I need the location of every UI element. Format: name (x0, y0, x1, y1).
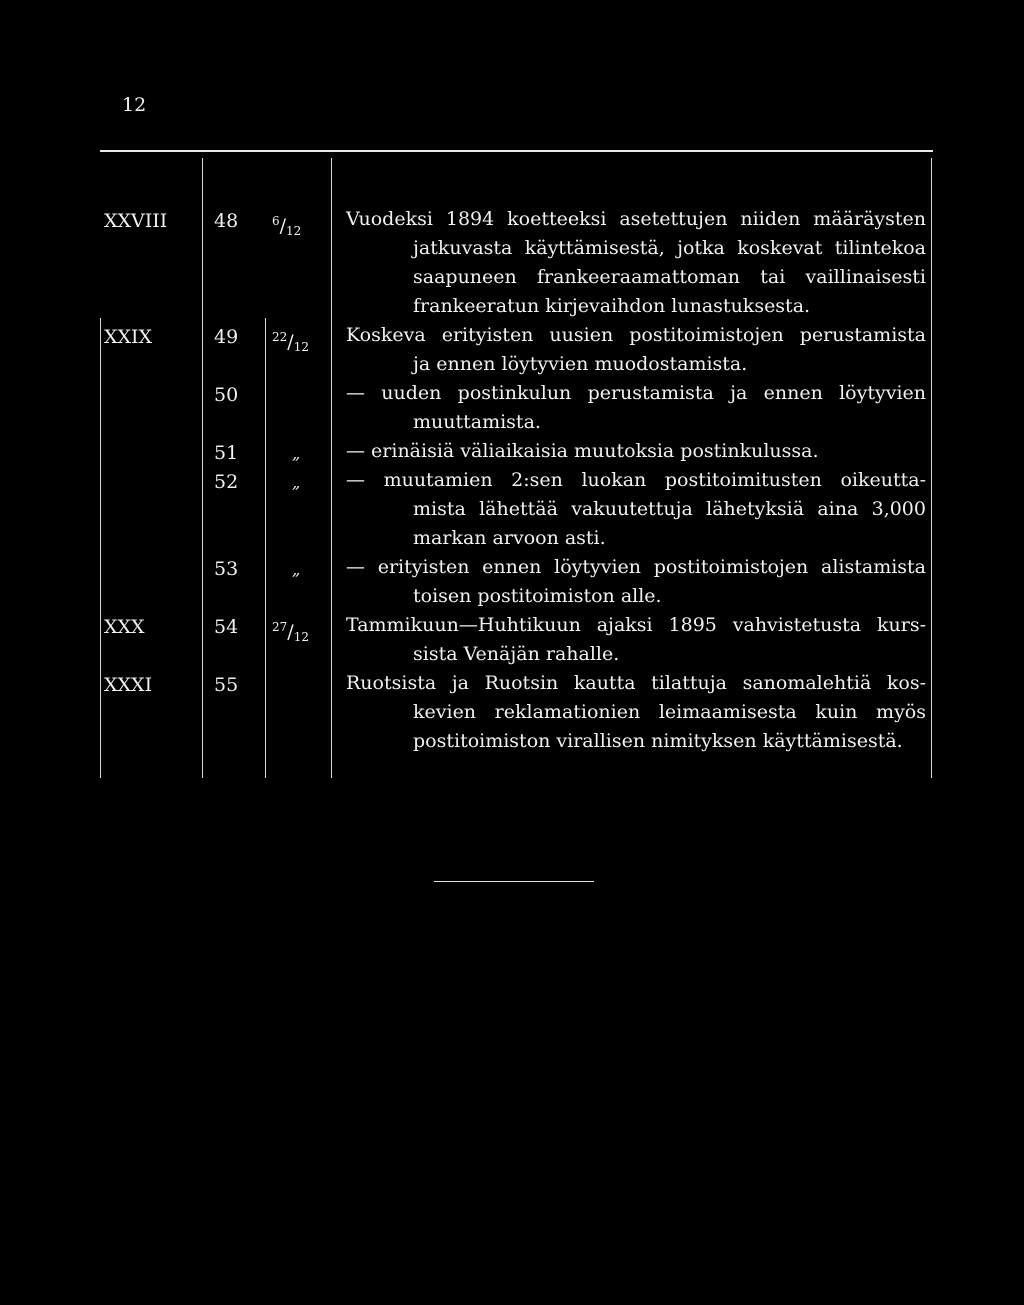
register-description (346, 466, 926, 553)
description-line: mista lähettää vakuutettuja lähetyksiä aina 3,000 (413, 498, 926, 520)
register-description (346, 611, 926, 669)
column-rule-right (931, 158, 932, 778)
description-line: postitoimiston virallisen nimityksen käyttämisestä. (413, 730, 903, 752)
description-line: toisen postitoimiston alle. (413, 585, 662, 607)
register-number: 50 (214, 384, 239, 406)
description-line: — uuden postinkulun perustamista ja ennen löytyvien (346, 382, 926, 404)
top-rule (100, 150, 933, 152)
column-rule-date (331, 158, 332, 778)
ditto-mark: „ (292, 473, 301, 492)
description-line: frankeeratun kirjevaihdon lunastuksesta. (413, 295, 811, 317)
description-line: — erityisten ennen löytyvien postitoimistojen alistamista (346, 556, 926, 578)
register-date (272, 557, 328, 582)
ditto-mark: „ (292, 560, 301, 579)
register-date (272, 615, 328, 649)
description-line: ja ennen löytyvien muodostamista. (413, 353, 748, 375)
description-line: Koskeva erityisten uusien postitoimistojen perustamista (346, 324, 926, 346)
register-date (272, 325, 328, 359)
ditto-mark: „ (292, 444, 301, 463)
date-day: 27 (272, 620, 288, 634)
date-day: 22 (272, 330, 288, 344)
description-line: Vuodeksi 1894 koetteeksi asetettujen niiden määräysten (346, 208, 926, 230)
register-number: 53 (214, 558, 239, 580)
register-date (272, 383, 328, 408)
description-line: markan arvoon asti. (413, 527, 606, 549)
register-number: 55 (214, 674, 239, 696)
register-date (272, 209, 328, 243)
register-number: 48 (214, 210, 239, 232)
register-number: 51 (214, 442, 239, 464)
date-month: 12 (286, 224, 302, 238)
register-description (346, 205, 926, 321)
bottom-rule (434, 881, 594, 882)
register-number: 54 (214, 616, 239, 638)
description-line: Ruotsista ja Ruotsin kautta tilattuja sanomalehtiä kos- (346, 672, 926, 694)
register-description (346, 669, 926, 756)
register-roman: XXIX (104, 326, 153, 348)
column-rule-left (100, 318, 101, 778)
description-line: — erinäisiä väliaikaisia muutoksia postinkulussa. (346, 440, 819, 462)
register-number: 49 (214, 326, 239, 348)
date-slash: / (287, 621, 294, 643)
description-line: Tammikuun—Huhtikuun ajaksi 1895 vahvistetusta kurs- (346, 614, 926, 636)
ditto-mark (272, 386, 292, 405)
column-rule-num (265, 318, 266, 778)
register-date (272, 441, 328, 466)
register-description (346, 321, 926, 379)
date-month: 12 (293, 630, 309, 644)
register-description (346, 437, 926, 466)
description-line: jatkuvasta käyttämisestä, jotka koskevat tilintekoa (413, 237, 926, 259)
description-line: sista Venäjän rahalle. (413, 643, 620, 665)
register-roman: XXXI (104, 674, 153, 696)
register-roman: XXVIII (104, 210, 168, 232)
register-description (346, 379, 926, 437)
date-slash: / (279, 215, 287, 237)
date-day: 6 (272, 214, 280, 228)
register-roman: XXX (104, 616, 145, 638)
date-month: 12 (293, 340, 309, 354)
description-line: muuttamista. (413, 411, 541, 433)
register-date (272, 470, 328, 495)
description-line: — muutamien 2:sen luokan postitoimitusten oikeutta- (346, 469, 926, 491)
description-line: saapuneen frankeeraamattoman tai vaillinaisesti (413, 266, 926, 288)
date-slash: / (287, 331, 294, 353)
column-rule-roman (202, 158, 203, 778)
page-number: 12 (122, 94, 147, 116)
description-line: kevien reklamationien leimaamisesta kuin myös (413, 701, 926, 723)
register-description (346, 553, 926, 611)
register-number: 52 (214, 471, 239, 493)
